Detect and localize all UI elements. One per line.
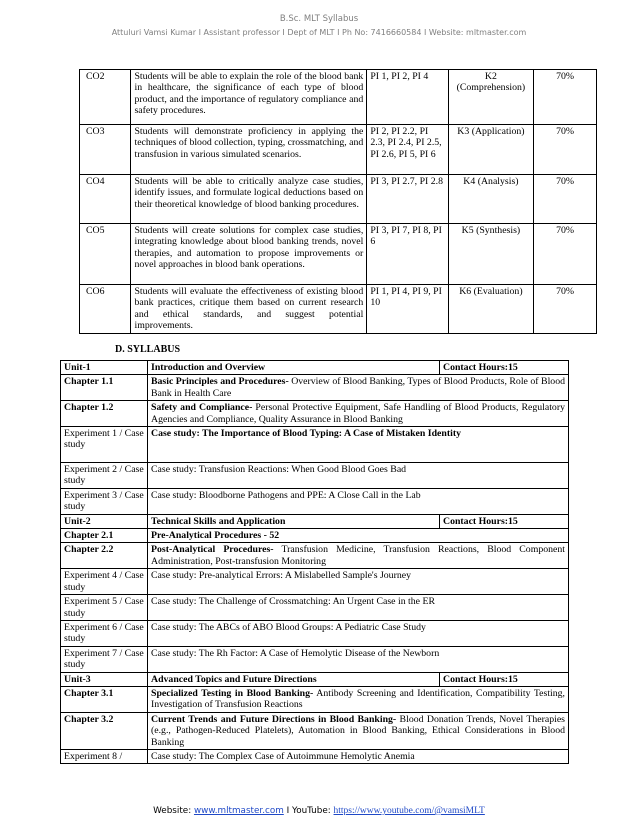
co-description: Students will be able to critically analyze case studies, identify issues, and formulate logical deductions based on their theoretical knowledge of blood banking procedures. [131,175,367,224]
unit-hours: Contact Hours:15 [440,672,569,686]
unit-hours: Contact Hours:15 [440,514,569,528]
chapter-content [148,712,569,749]
table-row [61,427,569,463]
co-pi: PI 3, PI 7, PI 8, PI 6 [367,224,448,285]
table-row [61,569,569,595]
experiment-label: Experiment 4 / Case study [61,569,148,595]
co-pi: PI 1, PI 2, PI 4 [367,70,448,125]
co-pi: PI 3, PI 2.7, PI 2.8 [367,175,448,224]
experiment-label: Experiment 5 / Case study [61,595,148,621]
experiment-content: Case study: Transfusion Reactions: When Good Blood Goes Bad [148,463,569,489]
syllabus-table [60,360,569,764]
chapter-content [148,375,569,401]
footer-website-label: Website: [153,806,194,816]
table-row [80,175,597,224]
co-id: CO3 [80,125,131,175]
co-level: K5 (Synthesis) [448,224,533,285]
table-row [61,595,569,621]
table-row [61,712,569,749]
table-row [80,125,597,175]
co-pi: PI 1, PI 4, PI 9, PI 10 [367,285,448,334]
co-id: CO6 [80,285,131,334]
co-description: Students will evaluate the effectiveness of existing blood bank practices, critique them based on current research and ethical standards, and suggest potential improvements. [131,285,367,334]
table-row [61,529,569,543]
co-id: CO2 [80,70,131,125]
chapter-topic: Safety and Compliance- [151,402,253,414]
unit-label: Unit-1 [61,361,148,375]
table-row [61,463,569,489]
chapter-details: Personal Protective Equipment, Safe Handling of Blood Products, Regulatory Agencies and Compliance, Quality Assurance in Blood Banking [151,402,565,425]
table-row [80,70,597,125]
chapter-label: Chapter 1.2 [61,401,148,427]
chapter-details: Transfusion Medicine, Transfusion Reactions, Blood Component Administration, Post-transfusion Monitoring [151,544,565,567]
co-level: K3 (Application) [448,125,533,175]
chapter-topic: Specialized Testing in Blood Banking- [151,687,314,699]
header-subtitle: Attuluri Vamsi Kumar I Assistant professor I Dept of MLT I Ph No: 7416660584 I Website: mltmaster.com [111,28,527,37]
chapter-topic: Post-Analytical Procedures- [151,544,274,556]
unit-row [61,514,569,528]
table-row [80,224,597,285]
table-row [61,646,569,672]
chapter-label: Chapter 3.1 [61,686,148,712]
unit-row [61,672,569,686]
chapter-topic: Basic Principles and Procedures- [151,376,289,388]
chapter-content [148,401,569,427]
experiment-label: Experiment 1 / Case study [61,427,148,463]
co-description: Students will be able to explain the role of the blood bank in healthcare, the significance of each type of blood product, and the importance of regulatory compliance and safety procedures. [131,70,367,125]
experiment-content: Case study: The Rh Factor: A Case of Hemolytic Disease of the Newborn [148,646,569,672]
chapter-content [148,543,569,569]
chapter-content [148,686,569,712]
co-percent: 70% [534,224,597,285]
footer [0,806,638,816]
chapter-details: Overview of Blood Banking, Types of Blood Products, Role of Blood Bank in Health Care [151,376,565,399]
experiment-label: Experiment 6 / Case study [61,620,148,646]
experiment-label: Experiment 8 / [61,749,148,763]
co-percent: 70% [534,175,597,224]
footer-youtube-link[interactable]: https://www.youtube.com/@vamsiMLT [333,806,485,816]
table-row [61,543,569,569]
table-row [61,401,569,427]
co-id: CO4 [80,175,131,224]
unit-title: Advanced Topics and Future Directions [148,672,440,686]
experiment-label: Experiment 3 / Case study [61,488,148,514]
unit-row [61,361,569,375]
unit-hours: Contact Hours:15 [440,361,569,375]
unit-title: Technical Skills and Application [148,514,440,528]
table-row [61,749,569,763]
unit-label: Unit-2 [61,514,148,528]
table-row [61,375,569,401]
co-percent: 70% [534,125,597,175]
experiment-content: Case study: The ABCs of ABO Blood Groups: A Pediatric Case Study [148,620,569,646]
co-level: K6 (Evaluation) [448,285,533,334]
co-description: Students will demonstrate proficiency in applying the techniques of blood collection, typing, crossmatching, and transfusion in various simulated scenarios. [131,125,367,175]
chapter-content: Pre-Analytical Procedures - 52 [148,529,569,543]
table-row [61,488,569,514]
experiment-content: Case study: The Importance of Blood Typing: A Case of Mistaken Identity [148,427,569,463]
co-id: CO5 [80,224,131,285]
experiment-content: Case study: Pre-analytical Errors: A Mislabelled Sample's Journey [148,569,569,595]
experiment-label: Experiment 2 / Case study [61,463,148,489]
footer-website-link[interactable]: www.mltmaster.com [193,806,284,816]
chapter-label: Chapter 1.1 [61,375,148,401]
table-row [61,686,569,712]
chapter-details: Blood Donation Trends, Novel Therapies (e.g., Pathogen-Reduced Platelets), Automation in Blood Banking, Ethical Considerations in Blood Banking [151,713,565,748]
chapter-label: Chapter 3.2 [61,712,148,749]
co-percent: 70% [534,285,597,334]
chapter-details: Antibody Screening and Identification, Compatibility Testing, Investigation of Transfusion Reactions [151,687,566,711]
experiment-content: Case study: Bloodborne Pathogens and PPE: A Close Call in the Lab [148,488,569,514]
co-level: K4 (Analysis) [448,175,533,224]
section-heading-syllabus: D. SYLLABUS [115,344,181,355]
experiment-label: Experiment 7 / Case study [61,646,148,672]
chapter-label: Chapter 2.2 [61,543,148,569]
table-row [80,285,597,334]
unit-title: Introduction and Overview [148,361,440,375]
header-title: B.Sc. MLT Syllabus [279,14,359,24]
footer-youtube-label: I YouTube: [283,806,334,816]
table-row [61,620,569,646]
experiment-content: Case study: The Challenge of Crossmatching: An Urgent Case in the ER [148,595,569,621]
unit-label: Unit-3 [61,672,148,686]
course-outcomes-table [79,69,597,334]
co-description: Students will create solutions for complex case studies, integrating knowledge about blood banking trends, novel therapies, and automation to propose improvements or novel approaches in blood bank operations. [131,224,367,285]
experiment-content: Case study: The Complex Case of Autoimmune Hemolytic Anemia [148,749,569,763]
co-percent: 70% [534,70,597,125]
co-level: K2 (Comprehension) [448,70,533,125]
co-pi: PI 2, PI 2.2, PI 2.3, PI 2.4, PI 2.5, PI 2.6, PI 5, PI 6 [367,125,448,175]
chapter-topic: Current Trends and Future Directions in Blood Banking- [151,713,397,725]
chapter-label: Chapter 2.1 [61,529,148,543]
